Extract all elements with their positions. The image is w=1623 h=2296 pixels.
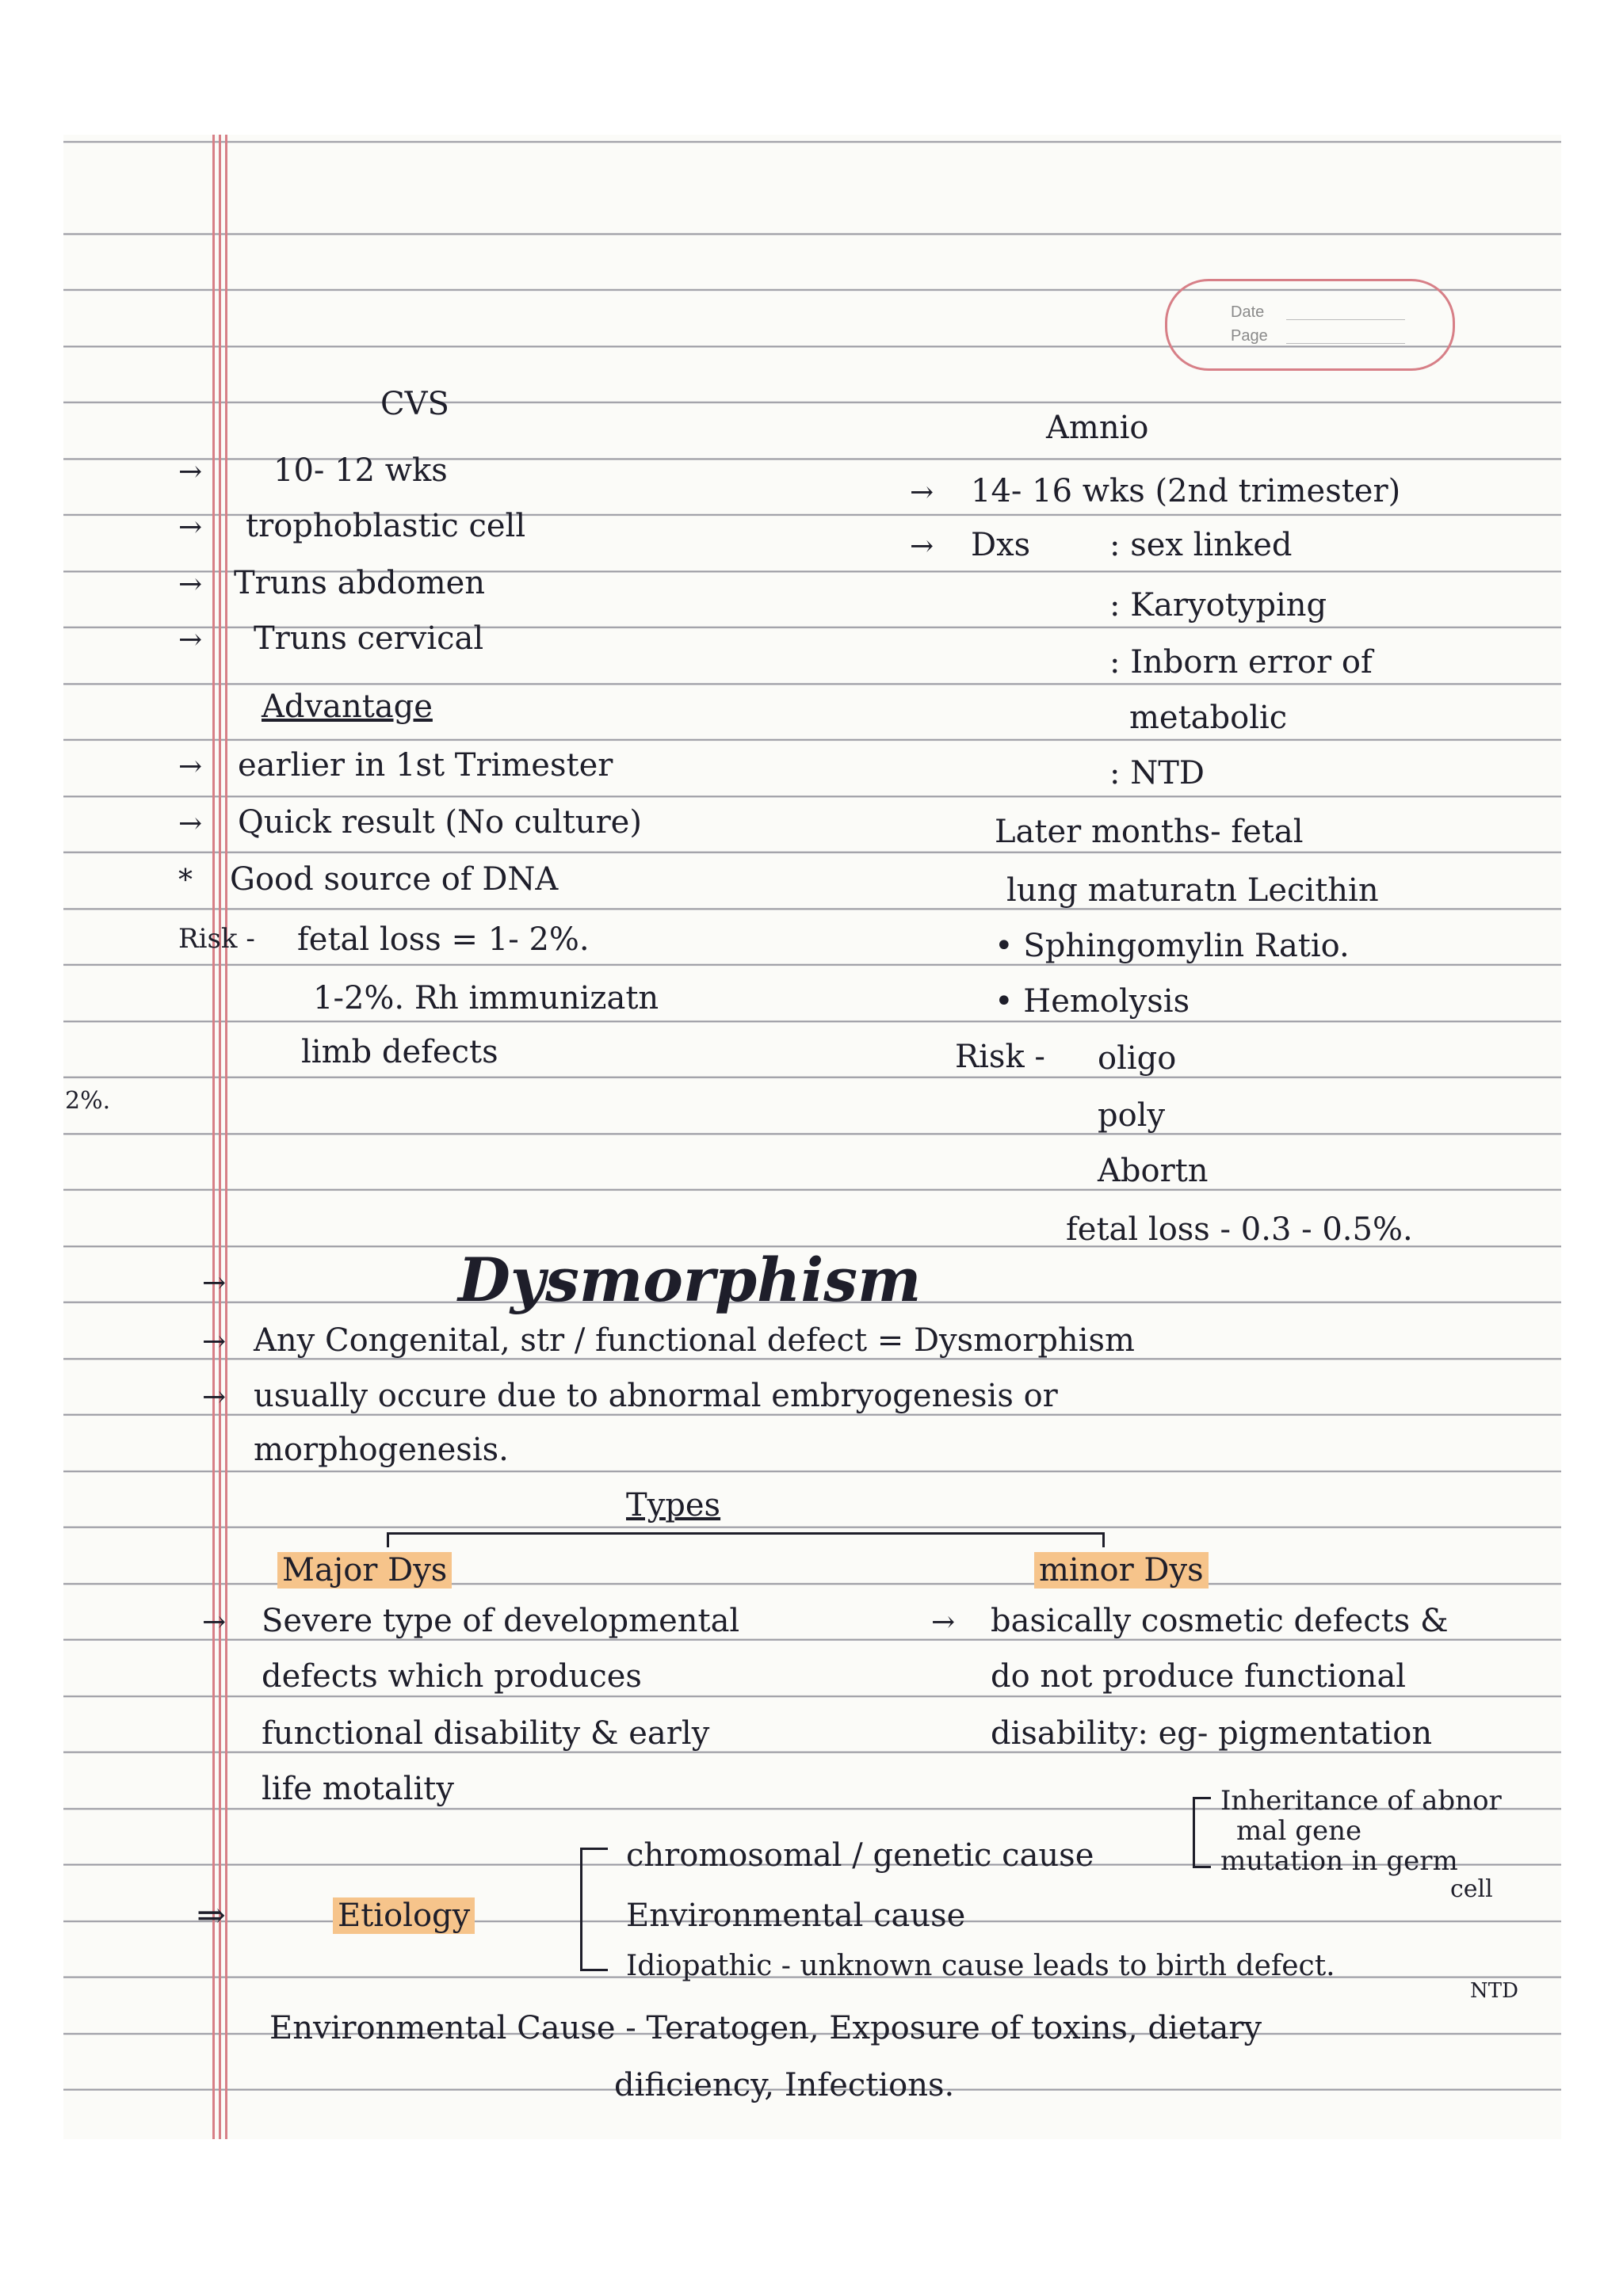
arrow-icon: → <box>178 568 203 601</box>
etiology-label-text: Etiology <box>333 1897 475 1934</box>
minor-label-text: minor Dys <box>1034 1552 1209 1589</box>
page-title: Dysmorphism <box>458 1245 922 1315</box>
major-line: functional disability & early <box>262 1715 710 1752</box>
genetic-bracket <box>1193 1797 1211 1868</box>
cvs-item: trophoblastic cell <box>246 508 526 544</box>
amnio-later-item: • Sphingomylin Ratio. <box>995 928 1350 964</box>
ntd-note: NTD <box>1470 1979 1518 2003</box>
arrow-icon: → <box>178 456 203 488</box>
etiology-bracket <box>580 1848 608 1971</box>
minor-label <box>1034 1552 1209 1589</box>
etiology-branch: Environmental cause <box>626 1897 966 1934</box>
genetic-sub: Inheritance of abnor <box>1220 1785 1502 1817</box>
minor-line: disability: eg- pigmentation <box>991 1715 1433 1752</box>
amnio-dx: : Karyotyping <box>1109 587 1327 624</box>
amnio-risk: oligo <box>1098 1040 1177 1077</box>
cvs-item: Truns cervical <box>254 620 484 657</box>
advantage-heading: Advantage <box>262 688 433 725</box>
etiology-branch: chromosomal / genetic cause <box>626 1837 1094 1874</box>
amnio-dx: : NTD <box>1109 755 1205 791</box>
margin-line <box>219 135 221 2139</box>
definition-line: Any Congenital, str / functional defect = Dysmorphism <box>254 1322 1135 1359</box>
environmental-line: Environmental Cause - Teratogen, Exposure of toxins, dietary <box>269 2010 1262 2046</box>
amnio-dx-label: Dxs <box>971 527 1031 563</box>
page-label: Page <box>1231 327 1268 345</box>
types-label: Types <box>626 1487 721 1524</box>
major-line: defects which produces <box>262 1658 642 1695</box>
amnio-risk: fetal loss - 0.3 - 0.5%. <box>1066 1211 1413 1248</box>
amnio-heading: Amnio <box>1046 410 1149 446</box>
major-label <box>277 1552 452 1589</box>
etiology-label <box>333 1897 475 1934</box>
arrow-icon: → <box>178 807 203 840</box>
amnio-timing: 14- 16 wks (2nd trimester) <box>971 473 1401 509</box>
minor-line: basically cosmetic defects & <box>991 1603 1449 1639</box>
amnio-dx: : sex linked <box>1109 527 1293 563</box>
amnio-later-item: lung maturatn Lecithin <box>1006 872 1379 909</box>
arrow-icon: → <box>202 1325 227 1358</box>
date-label: Date <box>1231 303 1265 321</box>
major-line: Severe type of developmental <box>262 1603 740 1639</box>
amnio-later: Later months- fetal <box>995 814 1304 850</box>
arrow-icon: → <box>202 1267 227 1299</box>
arrow-icon: → <box>202 1381 227 1413</box>
amnio-dx: : Inborn error of <box>1109 644 1373 681</box>
arrow-icon: → <box>931 1606 956 1638</box>
double-arrow-icon: ⇒ <box>197 1895 226 1936</box>
cvs-risk: limb defects <box>301 1034 498 1070</box>
definition-line: morphogenesis. <box>254 1432 509 1468</box>
amnio-risk: Abortn <box>1098 1153 1209 1189</box>
cvs-risk: 1-2%. Rh immunizatn <box>313 980 659 1016</box>
advantage-item: Quick result (No culture) <box>238 804 642 841</box>
genetic-sub: mutation in germ <box>1220 1845 1458 1877</box>
cvs-heading: CVS <box>380 386 449 422</box>
genetic-sub: cell <box>1450 1875 1493 1903</box>
amnio-risk: poly <box>1098 1097 1166 1134</box>
amnio-risk-label: Risk - <box>955 1039 1045 1075</box>
cvs-risk: fetal loss = 1- 2%. <box>297 921 590 958</box>
genetic-sub: mal gene <box>1236 1815 1362 1847</box>
date-page-stamp <box>1165 279 1455 371</box>
definition-line: usually occure due to abnormal embryogenesis or <box>254 1378 1058 1414</box>
arrow-icon: → <box>202 1606 227 1638</box>
amnio-dx: metabolic <box>1129 700 1288 736</box>
etiology-branch: Idiopathic - unknown cause leads to birth defect. <box>626 1950 1335 1982</box>
arrow-icon: → <box>910 530 934 563</box>
environmental-line: dificiency, Infections. <box>614 2067 955 2103</box>
types-bracket <box>387 1532 1105 1547</box>
advantage-item: Good source of DNA <box>230 861 559 898</box>
margin-line <box>225 135 227 2139</box>
margin-line <box>212 135 215 2139</box>
arrow-icon: → <box>178 624 203 656</box>
cvs-item: 10- 12 wks <box>273 452 448 489</box>
advantage-item: earlier in 1st Trimester <box>238 747 613 784</box>
amnio-later-item: • Hemolysis <box>995 983 1190 1020</box>
cvs-risk-label: Risk - <box>178 923 255 955</box>
major-label-text: Major Dys <box>277 1552 452 1589</box>
margin-note: 2%. <box>65 1087 111 1115</box>
arrow-icon: → <box>178 511 203 543</box>
major-line: life motality <box>262 1771 454 1807</box>
arrow-icon: → <box>910 476 934 509</box>
cvs-item: Truns abdomen <box>234 565 486 601</box>
minor-line: do not produce functional <box>991 1658 1407 1695</box>
arrow-icon: → <box>178 750 203 783</box>
star-icon: * <box>178 864 193 897</box>
